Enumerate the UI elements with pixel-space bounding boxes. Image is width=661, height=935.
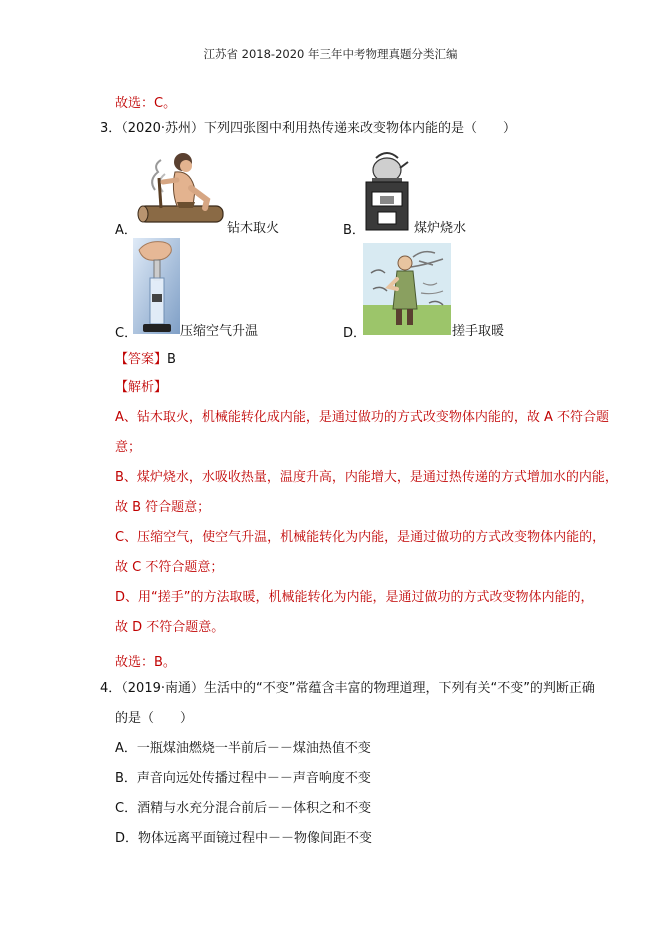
air-compression-image (133, 238, 180, 334)
q4-option-b: B．声音向远处传播过程中－－声音响度不变 (115, 771, 371, 786)
analysis-line: A、钻木取火，机械能转化成内能，是通过做功的方式改变物体内能的，故 A 不符合题 (115, 410, 610, 425)
analysis-line: C、压缩空气，使空气升温，机械能转化为内能，是通过做功的方式改变物体内能的， (115, 530, 606, 545)
q3-option-d-letter: D． (343, 326, 367, 341)
q4-option-a: A．一瓶煤油燃烧一半前后－－煤油热值不变 (115, 741, 371, 756)
q3-stem: 3．（2020·苏州）下列四张图中利用热传递来改变物体内能的是（ ） (100, 121, 516, 136)
q3-option-d-caption: 搓手取暖 (452, 324, 505, 339)
q4-option-d: D．物体远离平面镜过程中－－物像间距不变 (115, 831, 373, 846)
q3-option-a-letter: A． (115, 223, 137, 238)
rubbing-hands-image (363, 243, 451, 335)
coal-stove-image (362, 148, 412, 232)
q3-option-a-caption: 钻木取火 (227, 221, 280, 236)
answer-value: B (167, 352, 176, 367)
analysis-line: D、用“搓手”的方法取暖，机械能转化为内能，是通过做功的方式改变物体内能的， (115, 590, 594, 605)
q3-option-c-caption: 压缩空气升温 (180, 324, 259, 339)
q4-stem-line2: 的是（ ） (115, 711, 194, 726)
q3-answer-line (115, 353, 176, 366)
analysis-line: 故 B 符合题意； (115, 500, 211, 515)
analysis-line: 故 D 不符合题意。 (115, 620, 225, 635)
q3-conclusion: 故选：B。 (115, 655, 176, 670)
analysis-line: 意； (115, 440, 142, 455)
prev-conclusion: 故选：C。 (115, 96, 177, 111)
answer-tag: 【答案】 (115, 352, 168, 367)
q4-stem-line1: 4．（2019·南通）生活中的“不变”常蕴含丰富的物理道理，下列有关“不变”的判断正确 (100, 681, 595, 696)
page-header: 江苏省 2018-2020 年三年中考物理真题分类汇编 (203, 47, 458, 61)
analysis-line: B、煤炉烧水，水吸收热量，温度升高，内能增大，是通过热传递的方式增加水的内能， (115, 470, 618, 485)
q3-option-c-letter: C． (115, 326, 138, 341)
analysis-tag: 【解析】 (115, 380, 168, 395)
drill-fire-image (133, 150, 228, 232)
analysis-line: 故 C 不符合题意； (115, 560, 224, 575)
q3-option-b-caption: 煤炉烧水 (414, 221, 467, 236)
q3-option-b-letter: B． (343, 223, 365, 238)
q4-option-c: C．酒精与水充分混合前后－－体积之和不变 (115, 801, 372, 816)
